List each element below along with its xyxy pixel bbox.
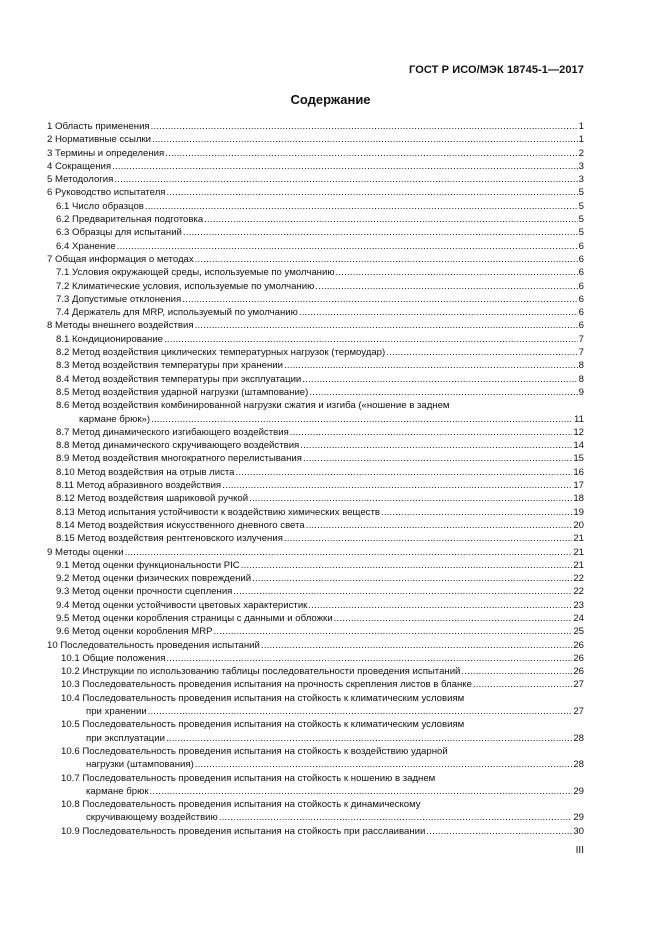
toc-entry[interactable]: [47, 359, 584, 372]
toc-entry-text: 10.8 Последовательность проведения испытания на стойкость к динамическому: [61, 799, 421, 811]
toc-page-number: 23: [573, 599, 584, 611]
dot-leader: [309, 386, 577, 399]
toc-page-number: 20: [573, 519, 584, 531]
toc-page-number: 2: [578, 147, 584, 159]
toc-entry-text: 1 Область применения: [47, 121, 150, 132]
dot-leader: [461, 665, 572, 678]
toc-entry-text: 8 Методы внешнего воздействия: [47, 320, 194, 332]
toc-entry-text: 10.2 Инструкции по использованию таблицы последовательности проведения испытаний: [61, 666, 461, 678]
toc-page-number: 28: [573, 732, 584, 744]
dot-leader: [114, 173, 577, 186]
toc-entry[interactable]: [47, 692, 584, 719]
toc-page-number: 6: [578, 253, 584, 265]
dot-leader: [426, 825, 572, 838]
toc-entry-text: 10 Последовательность проведения испытаний: [47, 639, 260, 651]
toc-entry[interactable]: [47, 319, 584, 332]
toc-entry-text: 10.1 Общие положения: [61, 652, 166, 664]
toc-entry-text: 8.14 Метод воздействия искусственного дневного света: [56, 519, 305, 531]
toc-page-number: 21: [573, 559, 584, 571]
toc-entry[interactable]: [47, 559, 584, 572]
toc-entry[interactable]: [47, 639, 584, 652]
dot-leader: [334, 612, 573, 625]
toc-entry[interactable]: [47, 718, 584, 745]
toc-page-number: 6: [578, 280, 584, 292]
toc-entry[interactable]: [47, 266, 584, 279]
toc-page-number: 22: [573, 573, 584, 585]
toc-page-number: 15: [573, 453, 584, 465]
toc-entry[interactable]: [47, 745, 584, 772]
toc-entry[interactable]: [47, 466, 584, 479]
dot-leader: [195, 319, 578, 332]
dot-leader: [145, 200, 578, 213]
dot-leader: [166, 652, 572, 665]
toc-entry-text: 10.7 Последовательность проведения испытания на стойкость к ношению в заднем: [61, 772, 436, 784]
toc-entry[interactable]: [47, 173, 584, 186]
toc-page-number: 9: [578, 386, 584, 398]
toc-entry-text: при хранении: [86, 706, 147, 718]
toc-entry-text: 5 Методология: [47, 174, 114, 186]
toc-entry[interactable]: [47, 439, 584, 452]
toc-entry-text: 8.11 Метод абразивного воздействия: [56, 480, 222, 492]
toc-entry-text: 9.2 Метод оценки физических повреждений: [56, 573, 252, 585]
toc-entry-text: кармане брюк: [86, 785, 149, 797]
dot-leader: [166, 186, 577, 199]
dot-leader: [204, 213, 577, 226]
toc-entry-text: 9.5 Метод оценки коробления страницы с данными и обложки: [56, 612, 333, 624]
toc-entry[interactable]: [47, 147, 584, 160]
toc-entry[interactable]: [47, 452, 584, 465]
dot-leader: [233, 585, 572, 598]
toc-entry[interactable]: [47, 599, 584, 612]
toc-page-number: 14: [573, 440, 584, 452]
toc-page-number: 27: [573, 706, 584, 718]
dot-leader: [308, 599, 572, 612]
toc-entry-text: 6.1 Число образцов: [56, 200, 144, 212]
toc-page-number: 1: [578, 134, 584, 146]
toc-entry-text: 8.1 Кондиционирование: [56, 333, 164, 345]
toc-entry[interactable]: [47, 798, 584, 825]
toc-entry-text: 7.3 Допустимые отклонения: [56, 293, 182, 305]
toc-entry[interactable]: [47, 253, 584, 266]
dot-leader: [148, 705, 573, 718]
dot-leader: [164, 333, 578, 346]
toc-page-number: 5: [578, 214, 584, 226]
dot-leader: [195, 758, 573, 771]
toc-page-number: 28: [573, 759, 584, 771]
dot-leader: [214, 625, 573, 638]
toc-entry[interactable]: [47, 200, 584, 213]
toc-entry-text: 9.6 Метод оценки коробления MRP: [56, 626, 213, 638]
toc-entry-text: 2 Нормативные ссылки: [47, 134, 152, 146]
toc-entry-text: 9.4 Метод оценки устойчивости цветовых характеристик: [56, 599, 308, 611]
toc-entry[interactable]: [47, 532, 584, 545]
dot-leader: [151, 413, 573, 426]
dot-leader: [182, 293, 577, 306]
toc-entry[interactable]: [47, 506, 584, 519]
toc-page-number: 29: [573, 812, 584, 824]
toc-entry-text: 3 Термины и определения: [47, 147, 165, 159]
dot-leader: [150, 785, 573, 798]
toc-page-number: 26: [573, 666, 584, 678]
toc-entry[interactable]: [47, 825, 584, 838]
toc-entry[interactable]: [47, 678, 584, 691]
dot-leader: [117, 240, 578, 253]
toc-page-number: 5: [578, 187, 584, 199]
dot-leader: [249, 492, 572, 505]
toc-page-number: 21: [573, 533, 584, 545]
toc-entry[interactable]: [47, 652, 584, 665]
toc-entry[interactable]: [47, 492, 584, 505]
dot-leader: [299, 306, 578, 319]
toc-entry-text: 8.3 Метод воздействия температуры при хранении: [56, 360, 283, 372]
toc-entry[interactable]: [47, 160, 584, 173]
toc-entry[interactable]: [47, 612, 584, 625]
page-title: Содержание: [290, 92, 371, 107]
toc-page-number: 3: [578, 174, 584, 186]
toc-entry-text: 8.7 Метод динамического изгибающего воздействия: [56, 426, 289, 438]
toc-page-number: 8: [578, 360, 584, 372]
toc-page-number: 5: [578, 200, 584, 212]
toc-page-number: 17: [573, 480, 584, 492]
dot-leader: [195, 253, 578, 266]
toc-entry-text: 7.1 Условия окружающей среды, используемые по умолчанию: [56, 267, 335, 279]
toc-page-number: 5: [578, 227, 584, 239]
toc-page-number: 26: [573, 652, 584, 664]
dot-leader: [261, 639, 572, 652]
dot-leader: [151, 120, 578, 133]
toc-entry[interactable]: [47, 572, 584, 585]
toc-entry-text: 6.4 Хранение: [56, 240, 116, 252]
toc-entry-text: 6 Руководство испытателя: [47, 187, 166, 199]
dot-leader: [183, 226, 578, 239]
toc-entry[interactable]: [47, 479, 584, 492]
toc-entry[interactable]: [47, 306, 584, 319]
toc-page-number: 6: [578, 240, 584, 252]
toc-entry[interactable]: [47, 546, 584, 559]
toc-page-number: 16: [573, 466, 584, 478]
dot-leader: [219, 811, 573, 824]
toc-entry[interactable]: [47, 333, 584, 346]
toc-page-number: 11: [574, 413, 584, 425]
toc-page-number: 30: [573, 825, 584, 837]
toc-entry[interactable]: [47, 519, 584, 532]
toc-entry-text: скручивающему воздействию: [86, 812, 218, 824]
toc-entry[interactable]: [47, 293, 584, 306]
toc-page-number: 27: [573, 679, 584, 691]
dot-leader: [236, 466, 573, 479]
toc-entry[interactable]: [47, 585, 584, 598]
toc-entry-text: 7 Общая информация о методах: [47, 253, 194, 265]
toc-page-number: 29: [573, 785, 584, 797]
dot-leader: [222, 479, 572, 492]
dot-leader: [381, 506, 572, 519]
toc-entry-text: 9.3 Метод оценки прочности сцепления: [56, 586, 233, 598]
dot-leader: [290, 426, 573, 439]
toc-entry-text: 8.12 Метод воздействия шариковой ручкой: [56, 493, 249, 505]
toc-entry-text: 7.4 Держатель для MRP, используемый по умолчанию: [56, 307, 298, 319]
toc-entry[interactable]: [47, 186, 584, 199]
dot-leader: [315, 280, 577, 293]
toc-entry-text: при эксплуатации: [86, 732, 165, 744]
dot-leader: [165, 147, 577, 160]
toc-entry[interactable]: [47, 399, 584, 426]
toc-page-number: 24: [573, 612, 584, 624]
dot-leader: [284, 532, 572, 545]
toc-entry-text: 8.13 Метод испытания устойчивости к воздействию химических веществ: [56, 506, 380, 518]
toc-page-number: 21: [573, 546, 584, 558]
toc-page-number: 1: [578, 121, 584, 132]
toc-entry-text: 6.2 Предварительная подготовка: [56, 214, 204, 226]
toc-page-number: 12: [573, 426, 584, 438]
toc-page-number: 6: [578, 320, 584, 332]
toc-page-number: 7: [578, 347, 584, 359]
dot-leader: [303, 452, 572, 465]
toc-page-number: 8: [578, 373, 584, 385]
toc-entry[interactable]: [47, 120, 584, 133]
toc-entry-text: 10.3 Последовательность проведения испытания на прочность скрепления листов в бланке: [61, 679, 472, 691]
toc-page-number: 6: [578, 307, 584, 319]
toc-entry-text: 8.15 Метод воздействия рентгеновского излучения: [56, 533, 283, 545]
toc-page-number: 26: [573, 639, 584, 651]
dot-leader: [284, 359, 578, 372]
toc-page-number: 19: [573, 506, 584, 518]
toc-entry-text: 6.3 Образцы для испытаний: [56, 227, 182, 239]
table-of-contents: [47, 120, 584, 838]
toc-entry-text: 8.4 Метод воздействия температуры при эксплуатации: [56, 373, 302, 385]
dot-leader: [473, 678, 572, 691]
dot-leader: [252, 572, 572, 585]
dot-leader: [386, 346, 577, 359]
toc-entry-text: 4 Сокращения: [47, 160, 112, 172]
toc-entry[interactable]: [47, 346, 584, 359]
toc-entry[interactable]: [47, 240, 584, 253]
toc-page-number: 22: [573, 586, 584, 598]
dot-leader: [300, 439, 572, 452]
toc-entry-text: 10.9 Последовательность проведения испытания на стойкость при расслаивании: [61, 825, 426, 837]
dot-leader: [306, 519, 573, 532]
toc-entry-text: 8.9 Метод воздействия многократного перелистывания: [56, 453, 302, 465]
toc-entry-text: кармане брюк»): [79, 413, 151, 425]
toc-page-number: 6: [578, 267, 584, 279]
toc-entry[interactable]: [47, 386, 584, 399]
dot-leader: [125, 546, 573, 559]
toc-entry-text: 9.1 Метод оценки функциональности PIC: [56, 559, 240, 571]
dot-leader: [302, 373, 577, 386]
toc-entry[interactable]: [47, 665, 584, 678]
toc-entry-text: 10.4 Последовательность проведения испытания на стойкость к климатическим условиям: [61, 692, 465, 704]
toc-entry-text: 8.10 Метод воздействия на отрыв листа: [56, 466, 235, 478]
toc-entry-text: 8.6 Метод воздействия комбинированной нагрузки сжатия и изгиба («ношение в заднем: [56, 400, 450, 412]
toc-entry-text: 7.2 Климатические условия, используемые по умолчанию: [56, 280, 315, 292]
page-number: III: [575, 845, 584, 856]
toc-entry-text: нагрузки (штампования): [86, 759, 194, 771]
toc-entry[interactable]: [47, 772, 584, 799]
toc-page-number: 6: [578, 293, 584, 305]
toc-entry-text: 10.5 Последовательность проведения испытания на стойкость к климатическим условиям: [61, 719, 465, 731]
toc-entry-text: 10.6 Последовательность проведения испытания на стойкость к воздействию ударной: [61, 745, 448, 757]
toc-entry-text: 9 Методы оценки: [47, 546, 124, 558]
toc-entry[interactable]: [47, 280, 584, 293]
dot-leader: [112, 160, 578, 173]
document-code: ГОСТ Р ИСО/МЭК 18745-1—2017: [409, 64, 584, 76]
toc-page-number: 18: [573, 493, 584, 505]
toc-page-number: 7: [578, 333, 584, 345]
toc-entry-text: 8.8 Метод динамического скручивающего воздействия: [56, 440, 300, 452]
toc-page-number: 3: [578, 160, 584, 172]
toc-entry[interactable]: [47, 625, 584, 638]
dot-leader: [152, 133, 578, 146]
dot-leader: [166, 732, 572, 745]
toc-entry[interactable]: [47, 426, 584, 439]
toc-entry-text: 8.5 Метод воздействия ударной нагрузки (штампование): [56, 386, 309, 398]
toc-entry[interactable]: [47, 226, 584, 239]
toc-entry[interactable]: [47, 373, 584, 386]
dot-leader: [336, 266, 578, 279]
dot-leader: [241, 559, 573, 572]
toc-entry-text: 8.2 Метод воздействия циклических температурных нагрузок (термоудар): [56, 347, 386, 359]
toc-entry[interactable]: [47, 133, 584, 146]
toc-entry[interactable]: [47, 213, 584, 226]
toc-page-number: 25: [573, 626, 584, 638]
